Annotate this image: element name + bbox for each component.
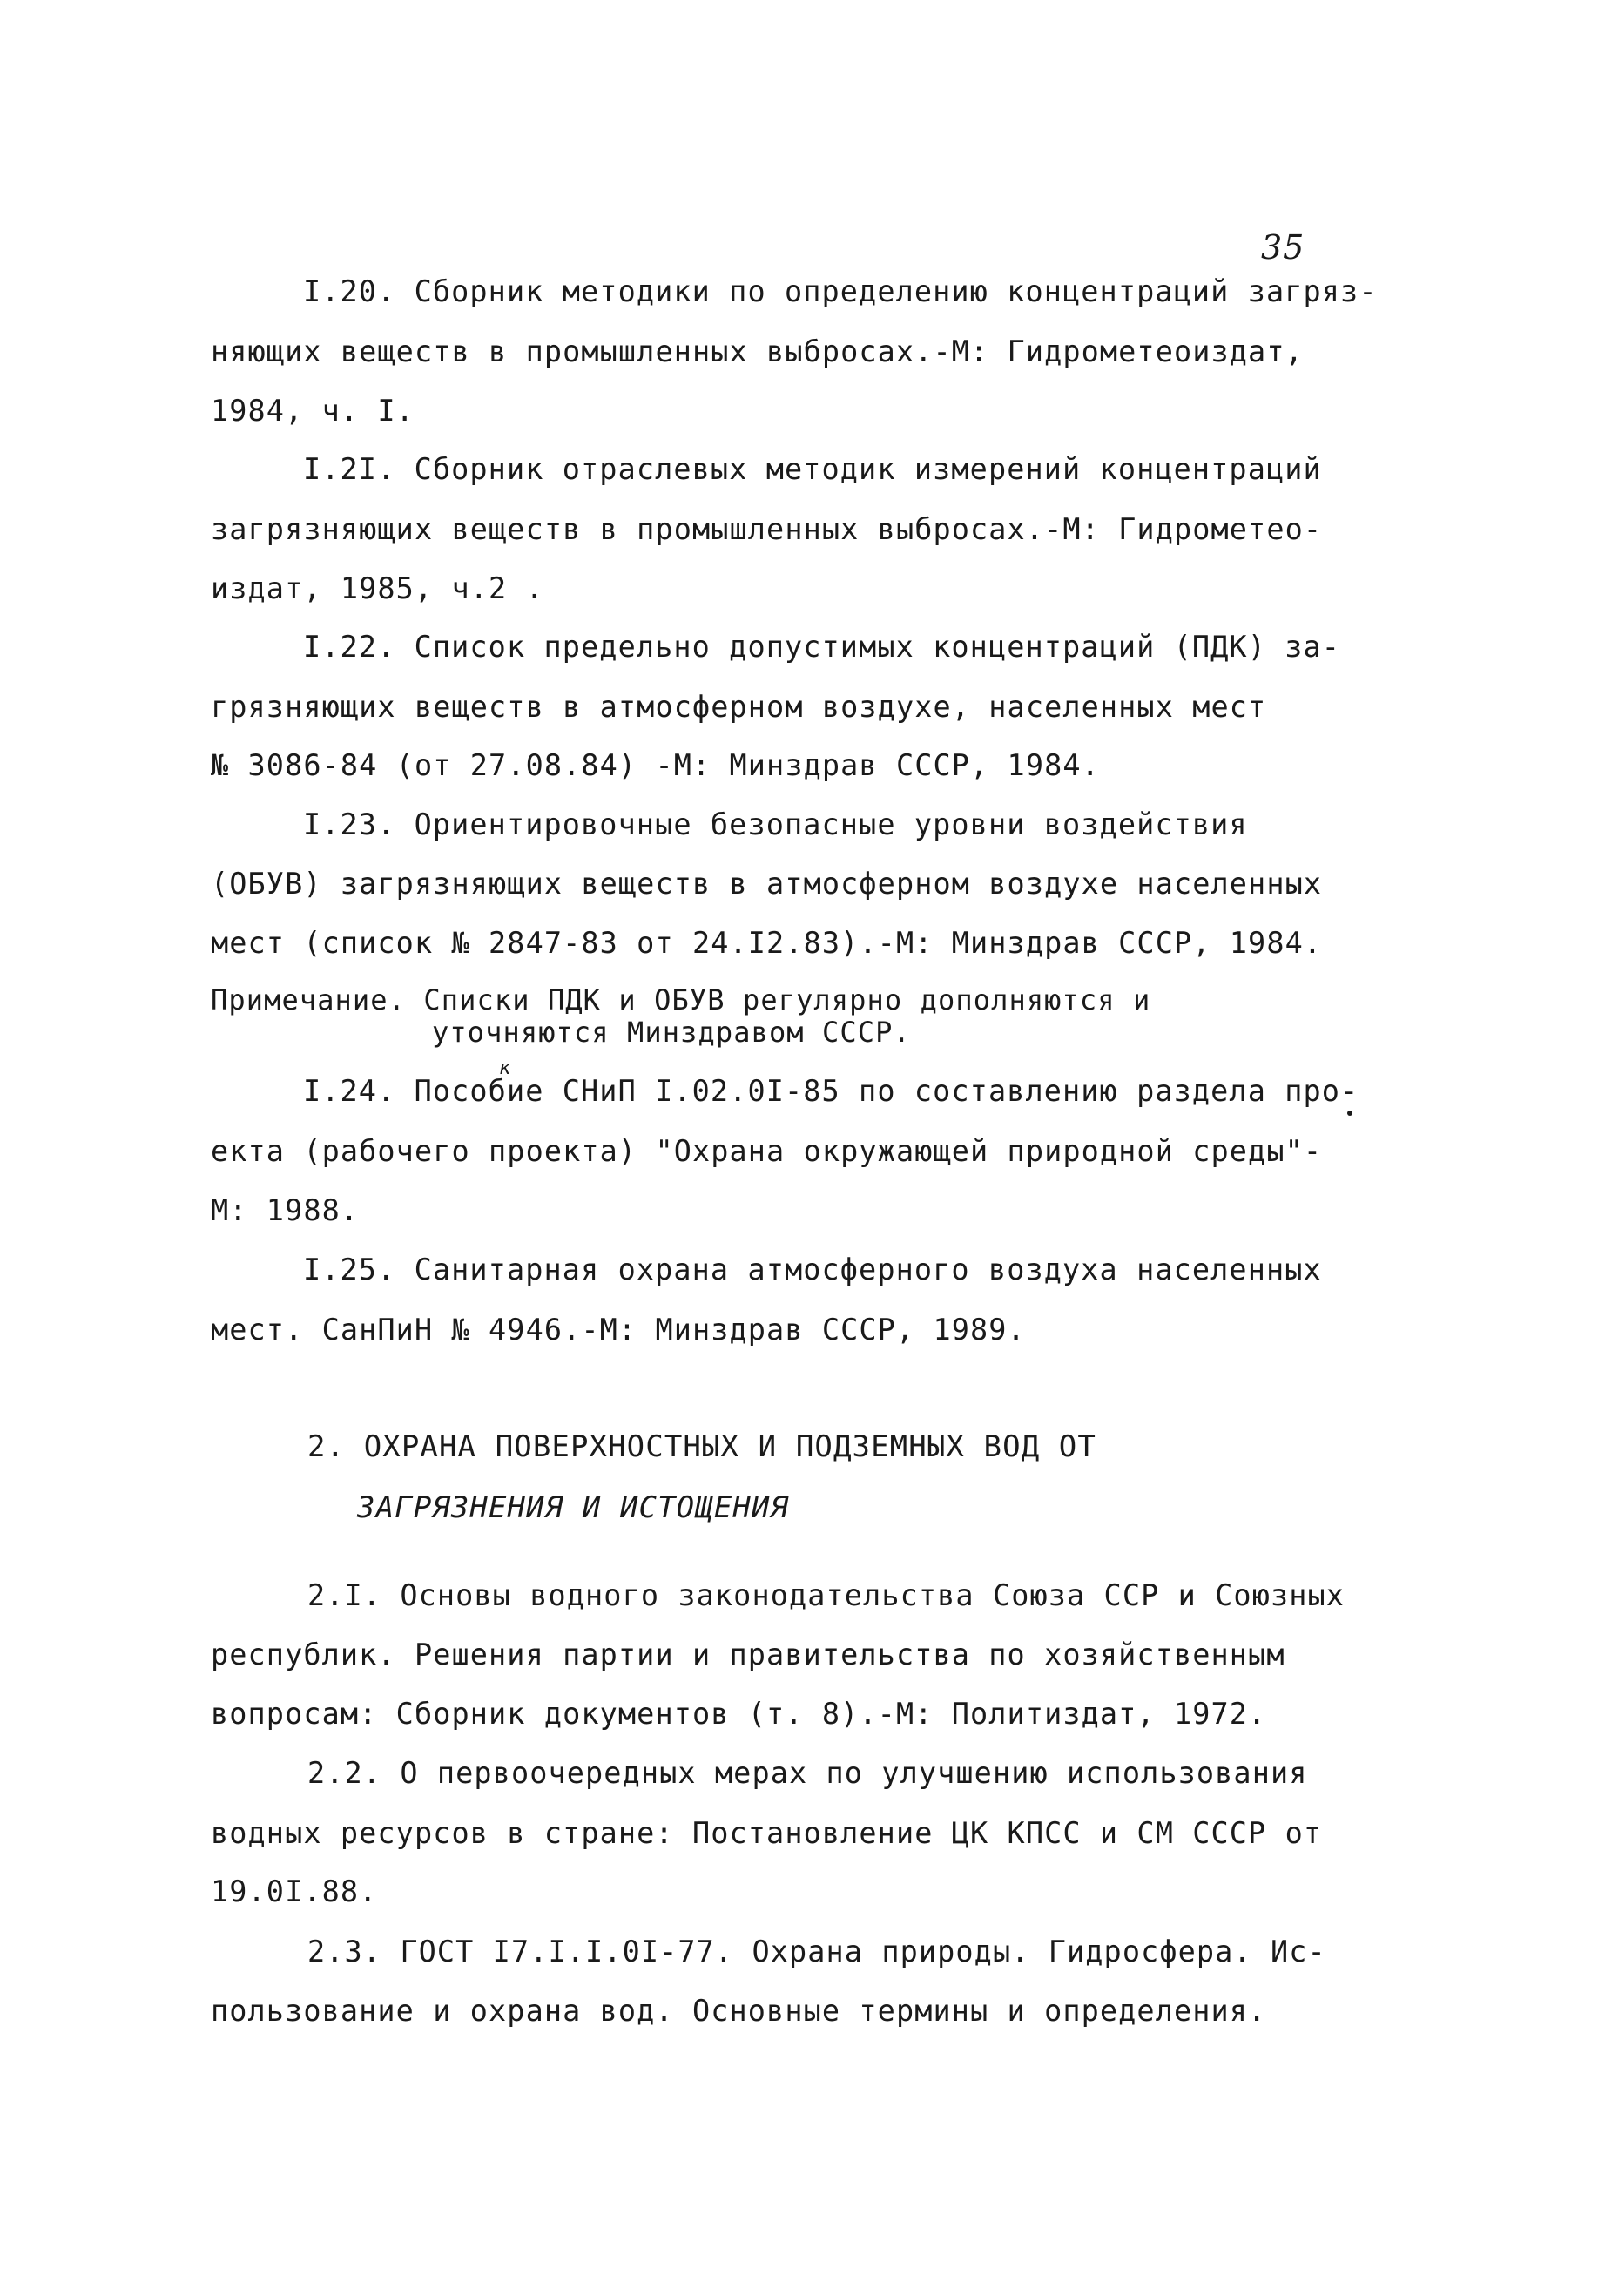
section-2-heading-line-1: 2. ОХРАНА ПОВЕРХНОСТНЫХ И ПОДЗЕМНЫХ ВОД ОТ: [307, 1429, 1096, 1464]
item-2-2-line-1: 2.2. О первоочередных мерах по улучшению использования: [307, 1756, 1308, 1790]
page-number: 35: [1261, 228, 1305, 267]
item-2-3-line-1: 2.3. ГОСТ I7.I.I.0I-77. Охрана природы. Гидросфера. Ис-: [307, 1935, 1326, 1968]
item-1-24-line-2: екта (рабочего проекта) "Охрана окружающей природной среды"-: [211, 1134, 1323, 1168]
item-1-25-line-2: мест. СанПиН № 4946.-М: Минздрав СССР, 1989.: [211, 1313, 1026, 1347]
item-1-24-line-3: М: 1988.: [211, 1193, 360, 1227]
item-1-22-line-3: № 3086-84 (от 27.08.84) -М: Минздрав СССР, 1984.: [211, 748, 1100, 782]
item-2-3-line-2: пользование и охрана вод. Основные термины и определения.: [211, 1994, 1267, 2028]
item-2-2-line-2: водных ресурсов в стране: Постановление ЦК КПСС и СМ СССР от: [211, 1816, 1323, 1850]
item-1-21-line-1: I.2I. Сборник отраслевых методик измерений концентраций: [303, 452, 1322, 486]
item-2-2-line-3: 19.0I.88.: [211, 1874, 378, 1908]
item-2-1-line-1: 2.I. Основы водного законодательства Союза ССР и Союзных: [307, 1578, 1345, 1612]
item-2-1-line-2: республик. Решения партии и правительства по хозяйственным: [211, 1638, 1285, 1671]
item-1-24-line-1: I.24. Пособие СНиП I.02.0I-85 по составлению раздела про-: [303, 1074, 1359, 1108]
margin-dot-mark: [1347, 1111, 1352, 1116]
item-1-23-line-2: (ОБУВ) загрязняющих веществ в атмосферном воздухе населенных: [211, 867, 1323, 901]
item-1-22-line-1: I.22. Список предельно допустимых концентраций (ПДК) за-: [303, 630, 1341, 664]
section-2-heading-line-2: ЗАГРЯЗНЕНИЯ И ИСТОЩЕНИЯ: [357, 1490, 790, 1525]
item-1-23-line-3: мест (список № 2847-83 от 24.I2.83).-М: Минздрав СССР, 1984.: [211, 926, 1323, 960]
item-1-20-line-1: I.20. Сборник методики по определению концентраций загряз-: [303, 274, 1378, 308]
item-1-20-line-3: 1984, ч. I.: [211, 394, 415, 428]
note-line-1: Примечание. Списки ПДК и ОБУВ регулярно дополняются и: [211, 983, 1151, 1016]
note-line-2: уточняются Минздравом СССР.: [432, 1016, 911, 1049]
item-1-20-line-2: няющих веществ в промышленных выбросах.-М: Гидрометеоиздат,: [211, 334, 1304, 368]
item-1-21-line-2: загрязняющих веществ в промышленных выбросах.-М: Гидрометео-: [211, 512, 1323, 546]
item-1-22-line-2: грязняющих веществ в атмосферном воздухе, населенных мест: [211, 690, 1267, 724]
item-1-25-line-1: I.25. Санитарная охрана атмосферного воздуха населенных: [303, 1253, 1322, 1286]
item-1-21-line-3: издат, 1985, ч.2 .: [211, 571, 544, 605]
item-2-1-line-3: вопросам: Сборник документов (т. 8).-М: Политиздат, 1972.: [211, 1697, 1267, 1731]
insertion-caret-mark: к: [499, 1057, 511, 1079]
item-1-23-line-1: I.23. Ориентировочные безопасные уровни воздействия: [303, 807, 1248, 841]
